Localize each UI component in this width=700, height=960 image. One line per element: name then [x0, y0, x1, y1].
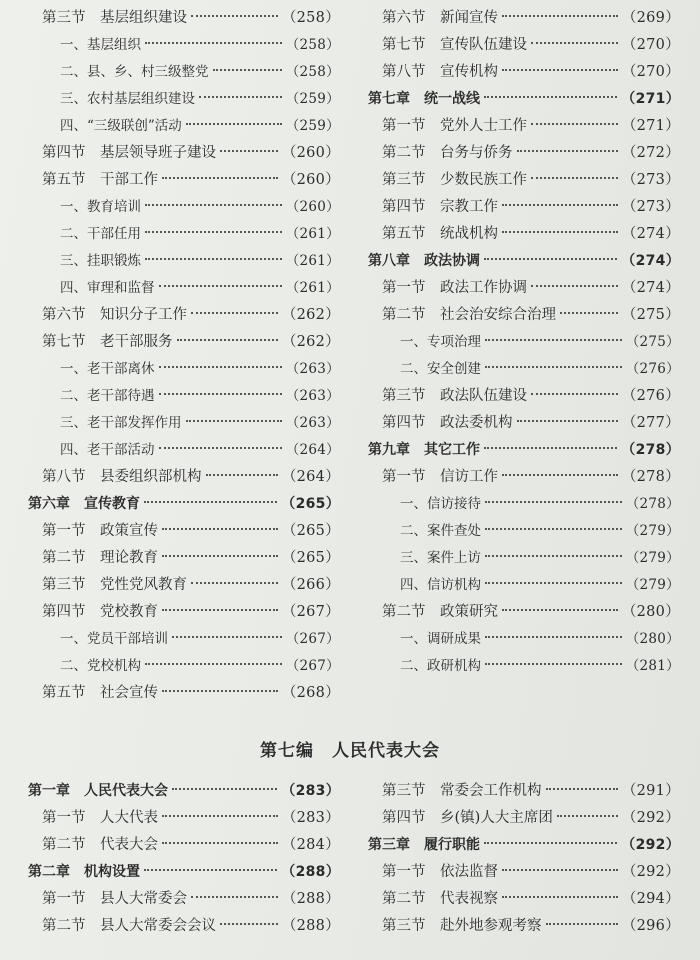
- toc-entry-page-number: （296）: [621, 918, 680, 934]
- toc-entry-item: [28, 32, 340, 59]
- toc-entry-title: 第一节 人大代表: [42, 810, 158, 826]
- toc-entry-item: [368, 572, 680, 599]
- toc-entry-title: 第三节 政法队伍建设: [382, 388, 527, 404]
- toc-entry-item: [28, 221, 340, 248]
- toc-entry-section: [28, 329, 340, 356]
- dot-leader: [162, 177, 278, 179]
- toc-entry-title: 第八节 县委组织部机构: [42, 469, 202, 485]
- dot-leader: [531, 285, 618, 287]
- toc-entry-page-number: （281）: [625, 658, 680, 674]
- toc-entry-section: [368, 464, 680, 491]
- toc-entry-section: [28, 680, 340, 707]
- toc-entry-title: 第二节 县人大常委会会议: [42, 918, 216, 934]
- toc-entry-page-number: （258）: [285, 37, 340, 53]
- toc-entry-section: [368, 113, 680, 140]
- toc-entry-item: [28, 383, 340, 410]
- toc-entry-section: [28, 545, 340, 572]
- dot-leader: [144, 869, 277, 871]
- toc-entry-title: 第七章 统一战线: [368, 91, 480, 107]
- toc-entry-section: [368, 383, 680, 410]
- toc-entry-section: [368, 194, 680, 221]
- dot-leader: [144, 501, 277, 503]
- toc-entry-title: 一、教育培训: [60, 199, 141, 215]
- toc-entry-title: 第一节 党外人士工作: [382, 118, 527, 134]
- toc-entry-page-number: （271）: [621, 118, 680, 134]
- toc-entry-title: 第五节 社会宣传: [42, 685, 158, 701]
- toc-entry-chapter: [28, 778, 340, 805]
- part-title: 第七编 人民代表大会: [260, 741, 440, 761]
- toc-entry-page-number: （278）: [621, 442, 680, 458]
- toc-entry-page-number: （291）: [621, 783, 680, 799]
- dot-leader: [502, 609, 618, 611]
- dot-leader: [213, 69, 282, 71]
- toc-entry-page-number: （258）: [285, 64, 340, 80]
- toc-entry-title: 四、“三级联创”活动: [60, 118, 182, 134]
- toc-entry-title: 一、信访接待: [400, 496, 481, 512]
- toc-entry-page-number: （266）: [281, 577, 340, 593]
- toc-entry-page-number: （274）: [621, 280, 680, 296]
- toc-entry-title: 第三节 基层组织建设: [42, 10, 187, 26]
- dot-leader: [159, 447, 282, 449]
- dot-leader: [162, 690, 278, 692]
- toc-entry-page-number: （277）: [621, 415, 680, 431]
- dot-leader: [199, 96, 282, 98]
- toc-entry-section: [28, 572, 340, 599]
- dot-leader: [220, 150, 278, 152]
- dot-leader: [484, 447, 617, 449]
- toc-entry-page-number: （260）: [281, 145, 340, 161]
- toc-entry-item: [368, 653, 680, 680]
- dot-leader: [502, 896, 618, 898]
- toc-entry-section: [368, 302, 680, 329]
- toc-entry-section: [368, 859, 680, 886]
- dot-leader: [502, 204, 618, 206]
- toc-entry-title: 第二节 代表大会: [42, 837, 158, 853]
- dot-leader: [186, 420, 282, 422]
- toc-entry-page-number: （273）: [621, 172, 680, 188]
- dot-leader: [145, 204, 282, 206]
- dot-leader: [484, 96, 617, 98]
- dot-leader: [145, 231, 282, 233]
- toc-entry-title: 三、农村基层组织建设: [60, 91, 195, 107]
- dot-leader: [191, 896, 278, 898]
- toc-entry-page-number: （267）: [285, 658, 340, 674]
- toc-entry-title: 第二节 台务与侨务: [382, 145, 513, 161]
- toc-entry-section: [28, 518, 340, 545]
- toc-entry-title: 第七节 宣传队伍建设: [382, 37, 527, 53]
- toc-entry-title: 第一节 政策宣传: [42, 523, 158, 539]
- toc-entry-item: [368, 356, 680, 383]
- toc-entry-title: 一、党员干部培训: [60, 631, 168, 647]
- dot-leader: [145, 42, 282, 44]
- toc-entry-page-number: （284）: [281, 837, 340, 853]
- toc-entry-title: 第四节 政法委机构: [382, 415, 513, 431]
- toc-entry-section: [368, 913, 680, 940]
- toc-entry-section: [28, 5, 340, 32]
- toc-entry-page-number: （259）: [285, 91, 340, 107]
- dot-leader: [484, 258, 617, 260]
- toc-entry-title: 第七节 老干部服务: [42, 334, 173, 350]
- dot-leader: [531, 42, 618, 44]
- toc-entry-page-number: （263）: [285, 361, 340, 377]
- dot-leader: [485, 366, 622, 368]
- toc-entry-title: 第五节 统战机构: [382, 226, 498, 242]
- toc-entry-title: 第一章 人民代表大会: [28, 783, 168, 799]
- toc-entry-item: [28, 626, 340, 653]
- toc-entry-title: 四、信访机构: [400, 577, 481, 593]
- toc-entry-title: 二、县、乡、村三级整党: [60, 64, 209, 80]
- toc-entry-title: 第二章 机构设置: [28, 864, 140, 880]
- toc-entry-title: 二、老干部待遇: [60, 388, 155, 404]
- toc-entry-section: [368, 221, 680, 248]
- toc-entry-section: [368, 32, 680, 59]
- toc-entry-page-number: （294）: [621, 891, 680, 907]
- toc-entry-item: [28, 86, 340, 113]
- toc-entry-page-number: （280）: [621, 604, 680, 620]
- dot-leader: [162, 815, 278, 817]
- toc-entry-title: 一、调研成果: [400, 631, 481, 647]
- toc-entry-title: 第三章 履行职能: [368, 837, 480, 853]
- dot-leader: [172, 788, 277, 790]
- toc-entry-page-number: （262）: [281, 334, 340, 350]
- toc-entry-page-number: （276）: [625, 361, 680, 377]
- toc-entry-page-number: （265）: [281, 550, 340, 566]
- dot-leader: [502, 15, 618, 17]
- toc-column-bottom-left: [28, 778, 340, 940]
- toc-entry-title: 第八章 政法协调: [368, 253, 480, 269]
- dot-leader: [172, 636, 282, 638]
- toc-entry-section: [28, 886, 340, 913]
- toc-entry-page-number: （275）: [625, 334, 680, 350]
- toc-entry-section: [28, 302, 340, 329]
- toc-entry-page-number: （273）: [621, 199, 680, 215]
- dot-leader: [557, 815, 618, 817]
- toc-entry-page-number: （280）: [625, 631, 680, 647]
- dot-leader: [502, 231, 618, 233]
- toc-entry-section: [28, 913, 340, 940]
- toc-entry-title: 第一节 县人大常委会: [42, 891, 187, 907]
- dot-leader: [531, 393, 618, 395]
- toc-entry-page-number: （274）: [621, 253, 680, 269]
- toc-entry-title: 二、党校机构: [60, 658, 141, 674]
- dot-leader: [485, 528, 622, 530]
- toc-entry-title: 第四节 乡(镇)人大主席团: [382, 810, 553, 826]
- toc-entry-title: 一、老干部离休: [60, 361, 155, 377]
- toc-entry-section: [368, 5, 680, 32]
- toc-entry-page-number: （261）: [285, 280, 340, 296]
- dot-leader: [546, 788, 618, 790]
- toc-entry-title: 第二节 代表视察: [382, 891, 498, 907]
- toc-entry-page-number: （283）: [281, 783, 340, 799]
- toc-entry-section: [28, 805, 340, 832]
- toc-entry-chapter: [368, 437, 680, 464]
- toc-column-top-right: [368, 5, 680, 680]
- dot-leader: [177, 339, 278, 341]
- toc-entry-title: 第四节 宗教工作: [382, 199, 498, 215]
- toc-entry-page-number: （267）: [285, 631, 340, 647]
- toc-entry-page-number: （263）: [285, 415, 340, 431]
- toc-entry-page-number: （259）: [285, 118, 340, 134]
- toc-entry-section: [28, 599, 340, 626]
- toc-entry-page-number: （264）: [281, 469, 340, 485]
- dot-leader: [517, 150, 618, 152]
- toc-entry-item: [368, 518, 680, 545]
- toc-entry-title: 第四节 党校教育: [42, 604, 158, 620]
- dot-leader: [560, 312, 618, 314]
- dot-leader: [145, 258, 282, 260]
- toc-entry-page-number: （270）: [621, 37, 680, 53]
- toc-entry-title: 第六节 知识分子工作: [42, 307, 187, 323]
- toc-entry-title: 第五节 干部工作: [42, 172, 158, 188]
- toc-entry-title: 三、挂职锻炼: [60, 253, 141, 269]
- toc-entry-page-number: （268）: [281, 685, 340, 701]
- toc-entry-item: [28, 653, 340, 680]
- toc-entry-page-number: （276）: [621, 388, 680, 404]
- toc-entry-title: 第三节 赴外地参观考察: [382, 918, 542, 934]
- toc-entry-page-number: （271）: [621, 91, 680, 107]
- toc-entry-title: 第一节 依法监督: [382, 864, 498, 880]
- toc-entry-title: 第六章 宣传教育: [28, 496, 140, 512]
- dot-leader: [159, 285, 282, 287]
- toc-entry-page-number: （258）: [281, 10, 340, 26]
- dot-leader: [159, 366, 282, 368]
- toc-entry-item: [28, 113, 340, 140]
- toc-entry-title: 一、专项治理: [400, 334, 481, 350]
- toc-entry-title: 第四节 基层领导班子建设: [42, 145, 216, 161]
- toc-entry-title: 二、政研机构: [400, 658, 481, 674]
- toc-entry-chapter: [28, 491, 340, 518]
- dot-leader: [191, 15, 278, 17]
- dot-leader: [485, 663, 622, 665]
- dot-leader: [485, 501, 622, 503]
- dot-leader: [220, 923, 278, 925]
- toc-entry-page-number: （288）: [281, 918, 340, 934]
- dot-leader: [485, 636, 622, 638]
- toc-entry-section: [368, 410, 680, 437]
- toc-entry-section: [368, 167, 680, 194]
- toc-entry-title: 四、老干部活动: [60, 442, 155, 458]
- toc-entry-chapter: [368, 248, 680, 275]
- dot-leader: [502, 474, 618, 476]
- dot-leader: [531, 177, 618, 179]
- toc-entry-item: [28, 194, 340, 221]
- dot-leader: [502, 869, 618, 871]
- toc-entry-page-number: （263）: [285, 388, 340, 404]
- toc-entry-page-number: （265）: [281, 523, 340, 539]
- toc-entry-page-number: （279）: [625, 550, 680, 566]
- toc-entry-section: [28, 464, 340, 491]
- toc-entry-title: 第二节 政策研究: [382, 604, 498, 620]
- toc-entry-page-number: （278）: [621, 469, 680, 485]
- dot-leader: [531, 123, 618, 125]
- toc-entry-title: 一、基层组织: [60, 37, 141, 53]
- toc-entry-item: [28, 59, 340, 86]
- toc-entry-item: [28, 275, 340, 302]
- toc-entry-page-number: （272）: [621, 145, 680, 161]
- toc-entry-page-number: （261）: [285, 253, 340, 269]
- toc-entry-page-number: （288）: [281, 891, 340, 907]
- toc-entry-page-number: （267）: [281, 604, 340, 620]
- toc-entry-item: [368, 491, 680, 518]
- toc-entry-section: [368, 140, 680, 167]
- toc-entry-page-number: （265）: [281, 496, 340, 512]
- toc-entry-page-number: （269）: [621, 10, 680, 26]
- toc-entry-section: [368, 805, 680, 832]
- toc-entry-section: [368, 599, 680, 626]
- toc-entry-section: [28, 167, 340, 194]
- toc-entry-section: [28, 140, 340, 167]
- dot-leader: [162, 528, 278, 530]
- toc-entry-item: [28, 410, 340, 437]
- toc-entry-chapter: [368, 832, 680, 859]
- toc-entry-section: [28, 832, 340, 859]
- dot-leader: [186, 123, 282, 125]
- dot-leader: [546, 923, 618, 925]
- toc-entry-section: [368, 59, 680, 86]
- toc-entry-title: 第一节 信访工作: [382, 469, 498, 485]
- dot-leader: [162, 555, 278, 557]
- toc-entry-title: 第九章 其它工作: [368, 442, 480, 458]
- toc-entry-section: [368, 778, 680, 805]
- toc-entry-title: 第二节 理论教育: [42, 550, 158, 566]
- toc-entry-title: 四、审理和监督: [60, 280, 155, 296]
- toc-entry-section: [368, 886, 680, 913]
- toc-entry-title: 第八节 宣传机构: [382, 64, 498, 80]
- toc-entry-chapter: [28, 859, 340, 886]
- toc-entry-page-number: （279）: [625, 523, 680, 539]
- toc-entry-title: 第三节 党性党风教育: [42, 577, 187, 593]
- toc-entry-title: 三、老干部发挥作用: [60, 415, 182, 431]
- toc-column-bottom-right: [368, 778, 680, 940]
- toc-entry-title: 二、案件查处: [400, 523, 481, 539]
- dot-leader: [145, 663, 282, 665]
- toc-entry-page-number: （275）: [621, 307, 680, 323]
- toc-entry-title: 第二节 社会治安综合治理: [382, 307, 556, 323]
- toc-entry-page-number: （260）: [285, 199, 340, 215]
- dot-leader: [162, 842, 278, 844]
- toc-entry-page-number: （279）: [625, 577, 680, 593]
- toc-entry-page-number: （288）: [281, 864, 340, 880]
- toc-entry-title: 三、案件上访: [400, 550, 481, 566]
- toc-entry-title: 第三节 常委会工作机构: [382, 783, 542, 799]
- dot-leader: [191, 582, 278, 584]
- toc-entry-page-number: （292）: [621, 864, 680, 880]
- toc-entry-item: [28, 248, 340, 275]
- toc-entry-page-number: （264）: [285, 442, 340, 458]
- dot-leader: [484, 842, 617, 844]
- dot-leader: [191, 312, 278, 314]
- toc-entry-title: 第一节 政法工作协调: [382, 280, 527, 296]
- dot-leader: [517, 420, 618, 422]
- toc-entry-page-number: （292）: [621, 837, 680, 853]
- toc-entry-page-number: （262）: [281, 307, 340, 323]
- toc-entry-title: 第六节 新闻宣传: [382, 10, 498, 26]
- toc-entry-section: [368, 275, 680, 302]
- toc-entry-item: [368, 626, 680, 653]
- toc-entry-title: 二、干部任用: [60, 226, 141, 242]
- dot-leader: [206, 474, 278, 476]
- dot-leader: [485, 555, 622, 557]
- toc-entry-page-number: （278）: [625, 496, 680, 512]
- toc-entry-chapter: [368, 86, 680, 113]
- toc-entry-page-number: （270）: [621, 64, 680, 80]
- toc-entry-page-number: （283）: [281, 810, 340, 826]
- toc-entry-title: 第三节 少数民族工作: [382, 172, 527, 188]
- toc-entry-page-number: （261）: [285, 226, 340, 242]
- toc-entry-page-number: （274）: [621, 226, 680, 242]
- toc-entry-page-number: （292）: [621, 810, 680, 826]
- dot-leader: [159, 393, 282, 395]
- dot-leader: [162, 609, 278, 611]
- toc-entry-page-number: （260）: [281, 172, 340, 188]
- toc-entry-item: [368, 545, 680, 572]
- dot-leader: [485, 582, 622, 584]
- toc-column-top-left: [28, 5, 340, 707]
- dot-leader: [485, 339, 622, 341]
- toc-entry-item: [368, 329, 680, 356]
- toc-entry-item: [28, 437, 340, 464]
- toc-entry-title: 二、安全创建: [400, 361, 481, 377]
- dot-leader: [502, 69, 618, 71]
- toc-entry-item: [28, 356, 340, 383]
